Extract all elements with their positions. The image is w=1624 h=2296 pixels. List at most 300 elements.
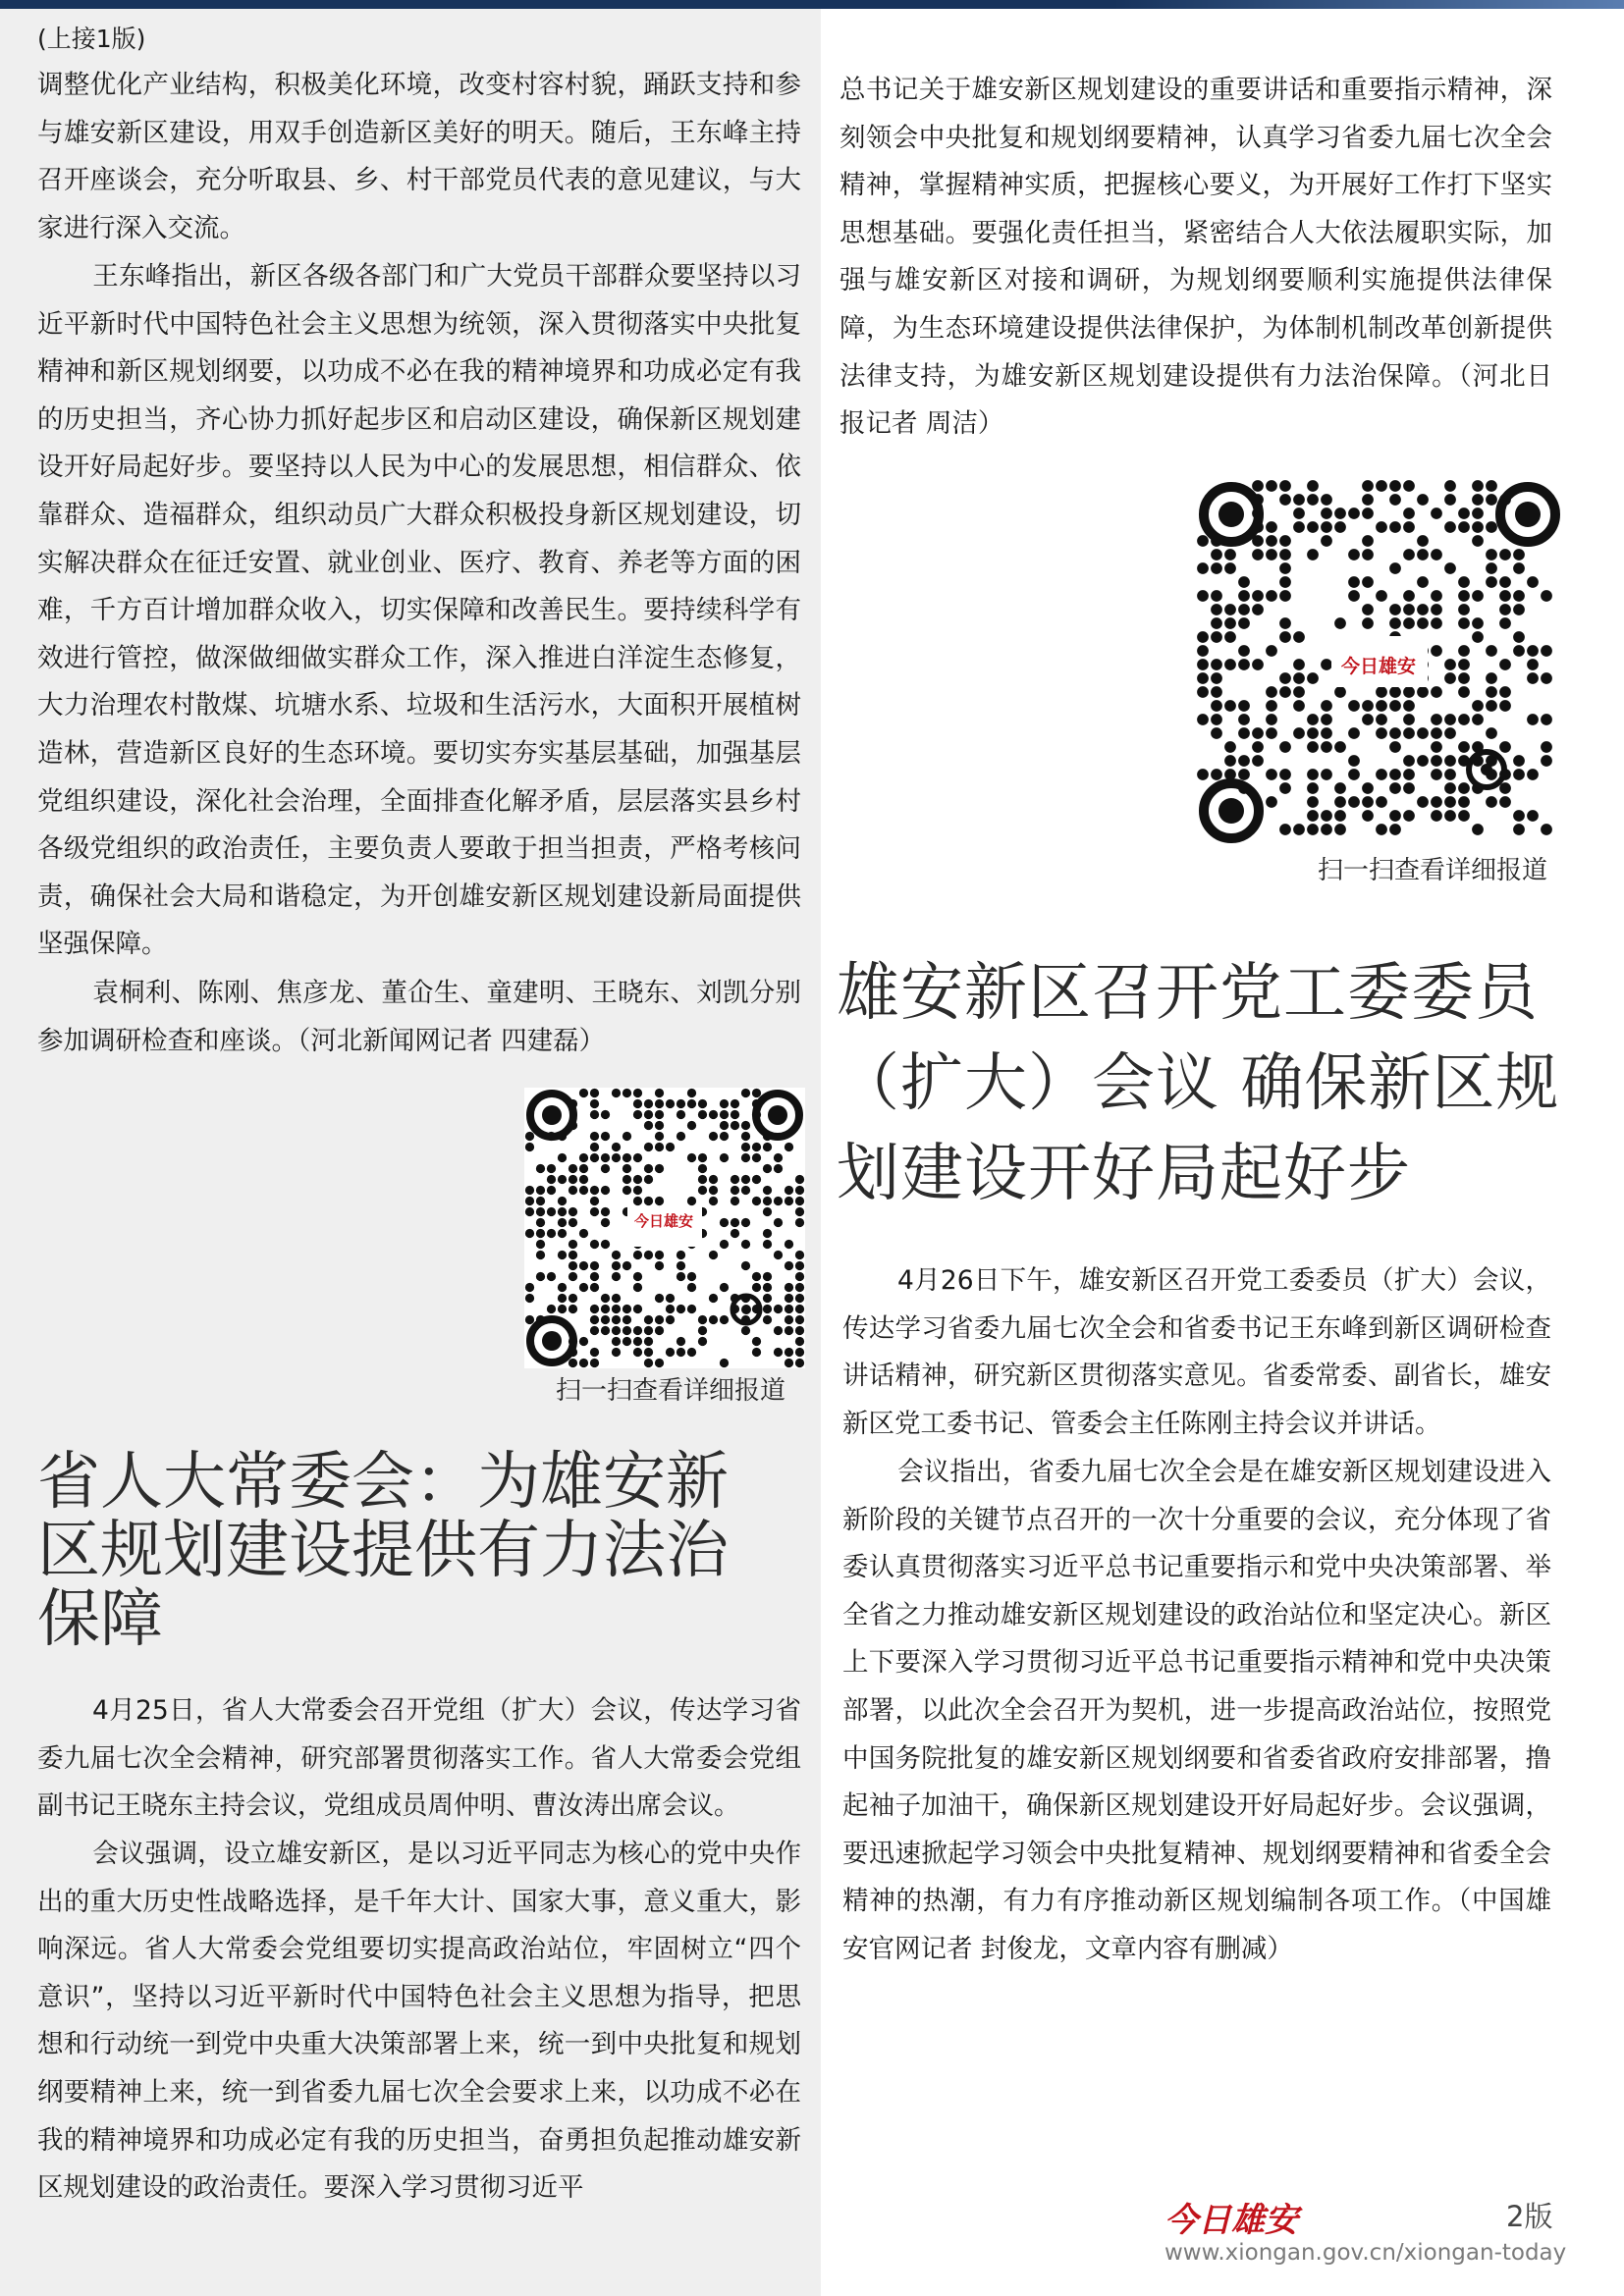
qr-dot [601, 1132, 610, 1141]
qr-dot [1499, 590, 1511, 602]
qr-dot [774, 1251, 783, 1259]
qr-dot [1238, 769, 1250, 780]
qr-dot [1252, 590, 1264, 602]
qr-dot [677, 1110, 685, 1119]
qr-dot [677, 1099, 685, 1108]
footer-logo: 今日雄安 [1164, 2201, 1298, 2240]
qr-dot [1444, 727, 1456, 739]
qr-dot [590, 1359, 599, 1367]
qr-dot [1238, 645, 1250, 657]
qr-dot [655, 1132, 664, 1141]
qr-dot [1197, 769, 1209, 780]
qr-dot [1348, 507, 1360, 519]
qr-dot [785, 1186, 793, 1195]
qr-dot [666, 1294, 675, 1303]
qr-dot [731, 1110, 739, 1119]
qr-dot [1197, 672, 1209, 684]
qr-dot [1458, 810, 1470, 822]
qr-dot [741, 1261, 750, 1270]
qr-dot [1444, 659, 1456, 670]
qr-dot [1472, 507, 1484, 519]
qr-dot [633, 1251, 642, 1259]
qr-dot [1513, 645, 1525, 657]
qr-dot [1321, 659, 1332, 670]
qr-dot [1389, 727, 1401, 739]
qr-dot [1499, 700, 1511, 712]
qr-dot [752, 1197, 761, 1205]
qr-dot [525, 1132, 534, 1141]
qr-dot [1197, 535, 1209, 547]
qr-dot [1197, 590, 1209, 602]
qr-dot [1279, 672, 1291, 684]
right-paragraph-1: 总书记关于雄安新区规划建设的重要讲话和重要指示精神，深刻领会中央批复和规划纲要精神，认真学习省委九届七次全会精神，掌握精神实质，把握核心要义，为开展好工作打下坚实思想基础。要强化责任担当，紧密结合人大依法履职实际，加强与雄安新区对接和调研，为规划纲要顺利实施提供法律保障，为生态环境建设提供法律保护，为体制机制改革创新提供法律支持，为雄安新区规划建设提供有力法治保障。（河北日报记者 周洁） [839, 75, 1552, 440]
qr-dot [1499, 659, 1511, 670]
qr-dot [1321, 700, 1332, 712]
qr-dot [568, 1305, 577, 1313]
qr-dot [1293, 686, 1305, 698]
footer-url[interactable]: www.xiongan.gov.cn/xiongan-today [1164, 2240, 1567, 2266]
qr-dot [612, 1261, 621, 1270]
qr-dot [666, 1315, 675, 1324]
qr-dot [623, 1261, 631, 1270]
qr-dot [698, 1186, 707, 1195]
qr-dot [633, 1283, 642, 1292]
qr-dot [536, 1272, 545, 1281]
qr-dot [590, 1099, 599, 1108]
qr-dot [1513, 755, 1525, 767]
qr-dot [601, 1315, 610, 1324]
left-paragraph-1: 调整优化产业结构，积极美化环境，改变村容村貌，踊跃支持和参与雄安新区建设，用双手创造新区美好的明天。随后，王东峰主持召开座谈会，充分听取县、乡、村干部党员代表的意见建议，与大家进行深入交流。 [37, 70, 801, 243]
qr-dot [612, 1294, 621, 1303]
qr-dot [774, 1326, 783, 1335]
qr-dot [1444, 769, 1456, 780]
qr-dot [1403, 507, 1415, 519]
qr-dot [1266, 549, 1277, 561]
qr-dot [1293, 672, 1305, 684]
qr-dot [1403, 521, 1415, 533]
qr-dot [525, 1283, 534, 1292]
qr-dot [1417, 576, 1429, 588]
qr-dot [568, 1272, 577, 1281]
qr-dot [1376, 769, 1387, 780]
qr-dot [1444, 796, 1456, 808]
qr-dot [536, 1207, 545, 1216]
qr-dot [1307, 741, 1319, 753]
qr-dot [633, 1305, 642, 1313]
qr-dot [568, 1359, 577, 1367]
qr-dot [644, 1099, 653, 1108]
qr-dot [579, 1359, 588, 1367]
qr-dot [568, 1218, 577, 1227]
qr-dot [1348, 549, 1360, 561]
qr-dot [590, 1110, 599, 1119]
qr-dot [1541, 590, 1552, 602]
qr-dot [1293, 824, 1305, 835]
qr-dot [763, 1143, 772, 1151]
qr-dot [795, 1272, 804, 1281]
qr-dot [666, 1348, 675, 1357]
qr-dot [1252, 659, 1264, 670]
qr-dot [655, 1110, 664, 1119]
qr-dot [1499, 782, 1511, 794]
qr-dot [1224, 549, 1236, 561]
qr-dot [644, 1348, 653, 1357]
qr-dot [752, 1153, 761, 1162]
qr-dot [1321, 824, 1332, 835]
qr-dot [741, 1132, 750, 1141]
qr-dot [655, 1261, 664, 1270]
qr-dot [1541, 824, 1552, 835]
qr-dot [720, 1121, 729, 1130]
qr-dot [1321, 769, 1332, 780]
qr-dot [1458, 782, 1470, 794]
qr-dot [1417, 755, 1429, 767]
qr-dot [1279, 824, 1291, 835]
qr-dot [1307, 714, 1319, 725]
qr-dot [785, 1305, 793, 1313]
qr-dot [644, 1175, 653, 1184]
qr-dot [1252, 549, 1264, 561]
qr-dot [795, 1218, 804, 1227]
top-bar-accent [1113, 0, 1624, 9]
qr-dot [709, 1197, 718, 1205]
qr-dot [1389, 782, 1401, 794]
qr-dot [1266, 521, 1277, 533]
qr-dot [1458, 714, 1470, 725]
qr-dot [720, 1218, 729, 1227]
qr-dot [1279, 769, 1291, 780]
qr-dot [795, 1175, 804, 1184]
qr-dot [1417, 686, 1429, 698]
qr-dot [720, 1359, 729, 1367]
qr-dot [795, 1283, 804, 1292]
qr-dot [1527, 576, 1539, 588]
qr-dot [1541, 645, 1552, 657]
qr-dot [568, 1294, 577, 1303]
qr-dot [741, 1186, 750, 1195]
qr-dot [709, 1251, 718, 1259]
qr-dot [1444, 714, 1456, 725]
qr-dot [525, 1197, 534, 1205]
qr-dot [590, 1348, 599, 1357]
qr-dot [752, 1175, 761, 1184]
qr-dot [752, 1272, 761, 1281]
qr-dot [1307, 672, 1319, 684]
qr-dot [644, 1359, 653, 1367]
qr-dot [1252, 604, 1264, 615]
qr-dot [741, 1218, 750, 1227]
qr-dot [612, 1305, 621, 1313]
qr-dot [709, 1186, 718, 1195]
qr-dot [633, 1272, 642, 1281]
qr-dot [655, 1164, 664, 1173]
qr-dot [579, 1153, 588, 1162]
qr-dot [1224, 700, 1236, 712]
left-paragraph-3: 袁桐利、陈刚、焦彦龙、董仚生、童建明、王晓东、刘凯分别参加调研检查和座谈。（河北新闻网记者 四建磊） [37, 978, 801, 1056]
qr-dot [785, 1261, 793, 1270]
qr-dot [558, 1294, 567, 1303]
qr-dot [1472, 617, 1484, 629]
qr-dot [1362, 549, 1374, 561]
qr-dot [687, 1089, 696, 1097]
qr-dot [1431, 507, 1442, 519]
qr-dot [1403, 769, 1415, 780]
qr-dot [1444, 755, 1456, 767]
qr-dot [1293, 507, 1305, 519]
qr-dot [1211, 714, 1222, 725]
qr-dot [698, 1337, 707, 1346]
qr-dot [763, 1207, 772, 1216]
qr-dot [1376, 590, 1387, 602]
qr-dot [1403, 480, 1415, 492]
qr-dot [1307, 727, 1319, 739]
qr-dot [1197, 686, 1209, 698]
qr-dot [1513, 562, 1525, 574]
qr-dot [1389, 686, 1401, 698]
qr-dot [1431, 755, 1442, 767]
qr-dot [677, 1337, 685, 1346]
qr-dot [1211, 727, 1222, 739]
qr-dot [687, 1153, 696, 1162]
qr-dot [1293, 659, 1305, 670]
qr-dot [677, 1272, 685, 1281]
qr-dot [687, 1099, 696, 1108]
left-paragraph-4: 4月25日，省人大常委会召开党组（扩大）会议，传达学习省委九届七次全会精神，研究部署贯彻落实工作。省人大常委会党组副书记王晓东主持会议，党组成员周仲明、曹汝涛出席会议。 [37, 1695, 801, 1822]
qr-dot [1458, 576, 1470, 588]
qr-dot [1499, 796, 1511, 808]
qr-dot [666, 1099, 675, 1108]
qr-dot [1486, 796, 1497, 808]
qr-dot [558, 1305, 567, 1313]
qr-dot [785, 1143, 793, 1151]
qr-dot [795, 1251, 804, 1259]
qr-dot [1458, 686, 1470, 698]
qr-dot [741, 1153, 750, 1162]
qr-dot [774, 1218, 783, 1227]
qr-dot [1403, 604, 1415, 615]
qr-dot [1279, 631, 1291, 643]
qr-dot [1403, 617, 1415, 629]
qr-dot [1527, 769, 1539, 780]
qr-dot [1334, 686, 1346, 698]
qr-dot [1499, 617, 1511, 629]
qr-dot [752, 1089, 761, 1097]
qr-dot [785, 1326, 793, 1335]
qr-dot [601, 1326, 610, 1335]
qr-dot [1334, 741, 1346, 753]
qr-dot [698, 1315, 707, 1324]
qr-dot [1293, 494, 1305, 506]
qr-dot [633, 1153, 642, 1162]
qr-dot [1458, 521, 1470, 533]
qr-dot [601, 1153, 610, 1162]
qr-dot [795, 1315, 804, 1324]
qr-dot [1444, 672, 1456, 684]
qr-dot [1238, 659, 1250, 670]
qr-dot [1362, 796, 1374, 808]
qr-dot [1376, 700, 1387, 712]
qr-dot [558, 1207, 567, 1216]
qr-dot [1431, 617, 1442, 629]
qr-dot [763, 1283, 772, 1292]
qr-dot [547, 1229, 556, 1238]
qr-dot [785, 1294, 793, 1303]
qr-dot [687, 1197, 696, 1205]
qr-dot [1541, 672, 1552, 684]
qr-dot [1376, 727, 1387, 739]
qr-dot [536, 1186, 545, 1195]
qr-dot [1376, 796, 1387, 808]
qr-dot [601, 1110, 610, 1119]
qr-dot [785, 1240, 793, 1249]
qr-dot [1334, 824, 1346, 835]
qr-dot [536, 1229, 545, 1238]
qr-dot [795, 1337, 804, 1346]
qr-dot [644, 1143, 653, 1151]
qr-dot [655, 1326, 664, 1335]
qr-dot [579, 1089, 588, 1097]
qr-dot [1417, 549, 1429, 561]
qr-dot [612, 1089, 621, 1097]
qr-dot [1431, 796, 1442, 808]
qr-dot [1541, 755, 1552, 767]
qr-dot [1527, 659, 1539, 670]
qr-dot [590, 1240, 599, 1249]
qr-dot [1252, 741, 1264, 753]
qr-dot [1348, 727, 1360, 739]
qr-dot [1197, 631, 1209, 643]
qr-dot [1472, 824, 1484, 835]
qr-dot [1431, 549, 1442, 561]
qr-dot [1348, 769, 1360, 780]
qr-dot [1362, 507, 1374, 519]
qr-dot [1307, 549, 1319, 561]
qr-dot [1279, 686, 1291, 698]
qr-dot [612, 1337, 621, 1346]
qr-dot [590, 1305, 599, 1313]
qr-dot [1238, 727, 1250, 739]
qr-dot [633, 1089, 642, 1097]
qr-dot [1362, 714, 1374, 725]
qr-dot [1458, 659, 1470, 670]
qr-dot [1499, 604, 1511, 615]
qr-dot [547, 1207, 556, 1216]
qr-dot [1513, 769, 1525, 780]
qr-dot [1321, 494, 1332, 506]
qr-dot [1486, 727, 1497, 739]
qr-dot [590, 1186, 599, 1195]
qr-dot [1334, 507, 1346, 519]
qr-dot [1348, 755, 1360, 767]
qr-dot [579, 1283, 588, 1292]
qr-dot [1499, 741, 1511, 753]
qr-dot [1224, 617, 1236, 629]
qr-dot [1417, 494, 1429, 506]
qr-dot [1348, 576, 1360, 588]
qr-dot [633, 1175, 642, 1184]
qr-dot [1307, 494, 1319, 506]
qr-dot [1224, 562, 1236, 574]
qr-dot [536, 1164, 545, 1173]
qr-dot [1486, 494, 1497, 506]
qr-dot [1403, 700, 1415, 712]
qr-dot [525, 1294, 534, 1303]
qr-dot [1321, 741, 1332, 753]
qr-dot [612, 1143, 621, 1151]
qr-dot [731, 1229, 739, 1238]
left-headline: 省人大常委会：为雄安新区规划建设提供有力法治保障 [37, 1446, 729, 1656]
qr-dot [536, 1251, 545, 1259]
qr-dot [633, 1337, 642, 1346]
qr-dot [1472, 590, 1484, 602]
qr-dot [698, 1099, 707, 1108]
qr-dot [763, 1229, 772, 1238]
qr-dot [1458, 796, 1470, 808]
qr-dot [1348, 796, 1360, 808]
qr-dot [1211, 590, 1222, 602]
qr-dot [1486, 480, 1497, 492]
qr-dot [1224, 604, 1236, 615]
qr-dot [1403, 810, 1415, 822]
qr-dot [763, 1294, 772, 1303]
qr-caption-left: 扫一扫查看详细报道 [556, 1376, 786, 1406]
qr-dot [1527, 672, 1539, 684]
qr-dot [1266, 645, 1277, 657]
qr-dot [1389, 824, 1401, 835]
qr-dot [590, 1283, 599, 1292]
qr-dot [731, 1121, 739, 1130]
qr-dot [1431, 769, 1442, 780]
qr-dot [1211, 700, 1222, 712]
qr-dot [1472, 521, 1484, 533]
qr-dot [1486, 521, 1497, 533]
qr-dot [601, 1164, 610, 1173]
qr-dot [1307, 782, 1319, 794]
qr-dot [568, 1175, 577, 1184]
qr-dot [568, 1261, 577, 1270]
qr-dot [1389, 810, 1401, 822]
qr-dot [687, 1121, 696, 1130]
qr-dot [1458, 590, 1470, 602]
qr-dot [731, 1186, 739, 1195]
qr-dot [1376, 686, 1387, 698]
qr-dot [623, 1089, 631, 1097]
qr-dot [741, 1240, 750, 1249]
qr-dot [1444, 782, 1456, 794]
qr-dot [1499, 686, 1511, 698]
qr-dot [1431, 714, 1442, 725]
qr-dot [731, 1218, 739, 1227]
qr-dot [1293, 631, 1305, 643]
qr-dot [601, 1207, 610, 1216]
continued-label: (上接1版) [37, 25, 146, 53]
qr-dot [1197, 714, 1209, 725]
qr-dot [1486, 549, 1497, 561]
right-paragraph-3: 会议指出，省委九届七次全会是在雄安新区规划建设进入新阶段的关键节点召开的一次十分重要的会议，充分体现了省委认真贯彻落实习近平总书记重要指示和党中央决策部署、举全省之力推动雄安新区规划建设的政治站位和坚定决心。新区上下要深入学习贯彻习近平总书记重要指示精神和党中央决策部署，以此次全会召开为契机，进一步提高政治站位，按照党中国务院批复的雄安新区规划纲要和省委省政府安排部署，撸起袖子加油干，确保新区规划建设开好局起好步。会议强调，要迅速掀起学习领会中央批复精神、规划纲要精神和省委全会精神的热潮，有力有序推动新区规划编制各项工作。（中国雄安官网记者 封俊龙，文章内容有删减） [842, 1457, 1551, 1964]
qr-dot [785, 1197, 793, 1205]
qr-dot [1389, 604, 1401, 615]
qr-dot [785, 1348, 793, 1357]
qr-dot [1321, 521, 1332, 533]
qr-dot [1211, 686, 1222, 698]
qr-dot [612, 1348, 621, 1357]
qr-dot [677, 1305, 685, 1313]
qr-dot [612, 1272, 621, 1281]
qr-dot [709, 1294, 718, 1303]
qr-dot [536, 1240, 545, 1249]
qr-dot [1472, 700, 1484, 712]
qr-dot [774, 1305, 783, 1313]
